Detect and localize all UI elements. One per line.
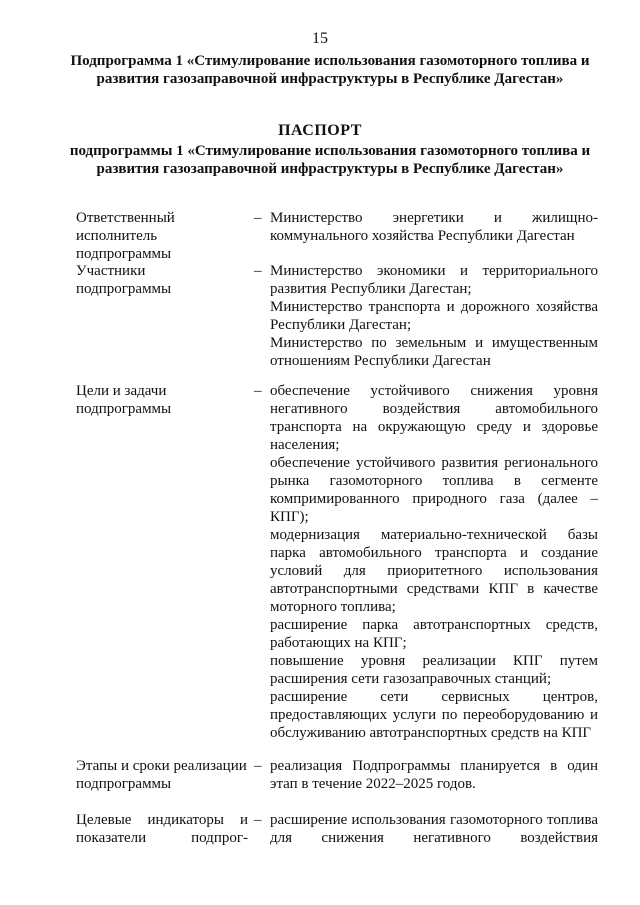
row-value: [270, 757, 598, 793]
row-label: Этапы и сроки реализации подпрограммы: [76, 758, 247, 792]
page-number: 15: [312, 30, 328, 47]
row-value-item: Министерство энергетики и жилищно-коммунального хозяйства Республики Дагестан: [270, 210, 598, 244]
row-value: [270, 262, 598, 370]
row-value-item: Министерство экономики и территориального развития Республики Дагестан;: [270, 263, 598, 297]
row-dash: –: [254, 263, 262, 279]
row-value-item: модернизация материально-технической базы парка автомобильного транспорта и создание условий для приоритетного использования автотранспортными средствами КПГ в качестве моторного топлива;: [270, 527, 598, 615]
row-label: Целевые индикаторы и показатели подпрог-: [76, 812, 248, 846]
row-value-item: реализация Подпрограммы планируется в один этап в течение 2022–2025 годов.: [270, 758, 598, 792]
row-dash: –: [254, 758, 262, 774]
passport-subtitle: подпрограммы 1 «Стимулирование использования газомоторного топлива и развития газозаправочной инфраструктуры в Республике Дагестан»: [69, 143, 591, 177]
row-value-item: обеспечение устойчивого снижения уровня негативного воздействия автомобильного транспорта на окружающую среду и здоровье населения;: [270, 383, 598, 453]
row-value: [270, 382, 598, 742]
row-value-item: повышение уровня реализации КПГ путем расширения сети газозаправочных станций;: [270, 653, 598, 687]
row-value-item: расширение использования газомоторного топлива для снижения негативного воздействия: [270, 812, 598, 846]
row-dash: –: [254, 210, 262, 226]
row-value: [270, 811, 598, 847]
row-value: [270, 209, 598, 245]
passport-title: ПАСПОРТ: [278, 122, 362, 139]
row-dash: –: [254, 812, 262, 828]
row-value-item: Министерство по земельным и имущественным отношениям Республики Дагестан: [270, 335, 598, 369]
row-label: Ответственный исполнитель подпрограммы: [76, 210, 175, 262]
row-value-item: расширение сети сервисных центров, предоставляющих услуги по переоборудованию и обслуживанию автотранспортных средств на КПГ: [270, 689, 598, 741]
row-value-item: Министерство транспорта и дорожного хозяйства Республики Дагестан;: [270, 299, 598, 333]
row-label: Цели и задачи подпрограммы: [76, 383, 172, 417]
subprogram-heading: Подпрограмма 1 «Стимулирование использования газомоторного топлива и развития газозаправочной инфраструктуры в Республике Дагестан»: [70, 53, 590, 87]
row-value-item: обеспечение устойчивого развития регионального рынка газомоторного топлива в сегменте компримированного природного газа (далее – КПГ);: [270, 455, 598, 525]
row-value-item: расширение парка автотранспортных средств, работающих на КПГ;: [270, 617, 598, 651]
row-dash: –: [254, 383, 262, 399]
row-label: Участники подпрограммы: [76, 263, 172, 297]
